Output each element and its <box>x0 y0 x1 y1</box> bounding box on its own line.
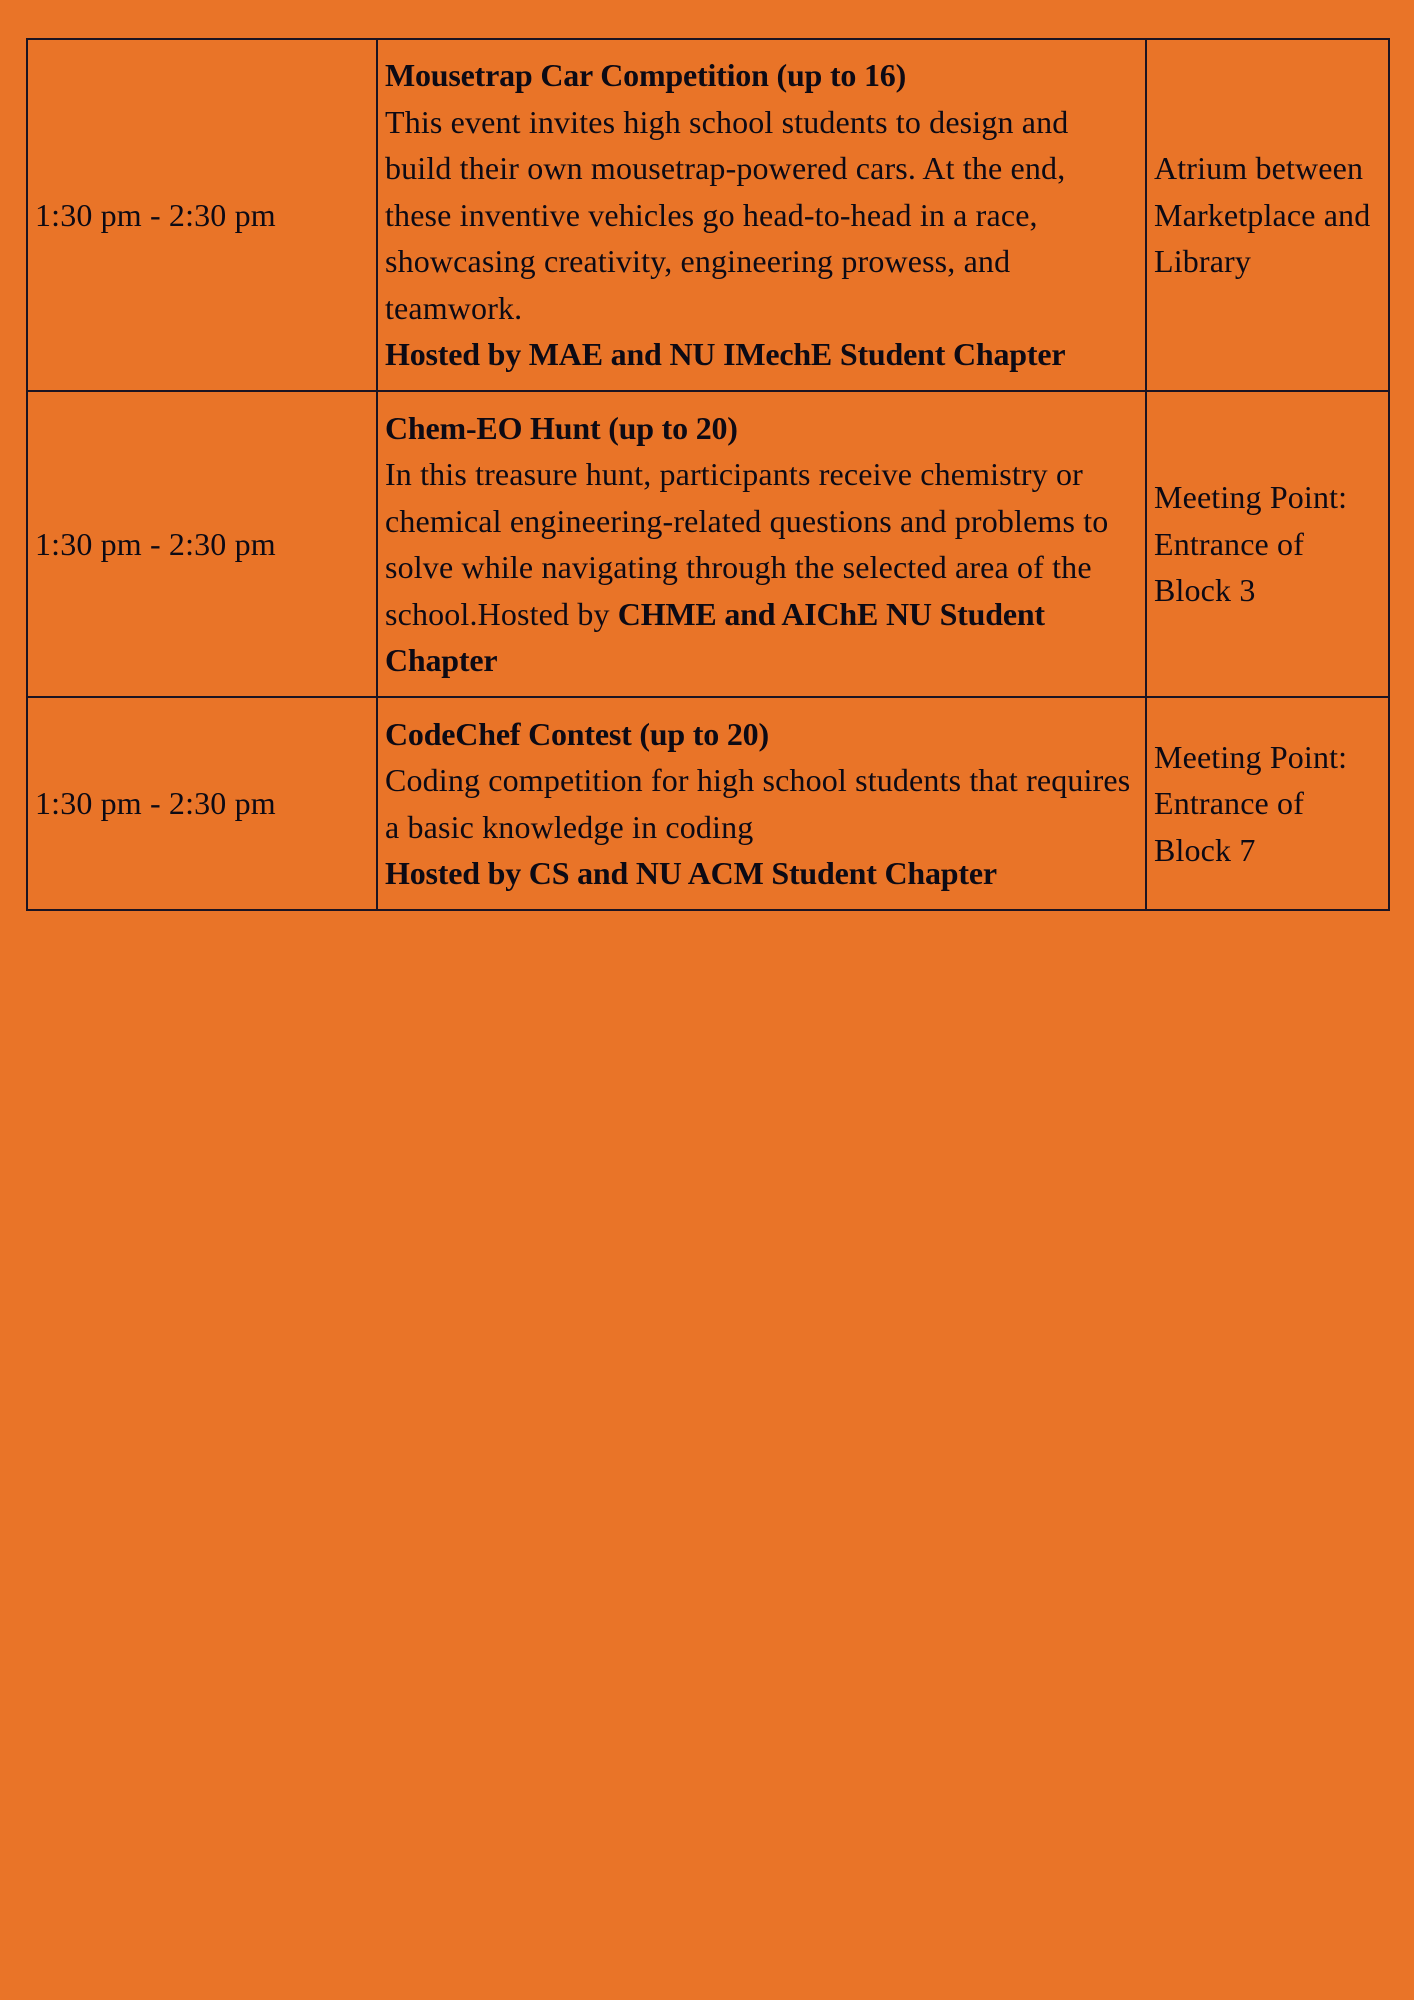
event-time: 1:30 pm - 2:30 pm <box>27 391 377 697</box>
event-time: 1:30 pm - 2:30 pm <box>27 697 377 910</box>
event-details <box>377 391 1146 697</box>
table-row <box>27 697 1389 910</box>
event-details <box>377 39 1146 391</box>
table-row <box>27 391 1389 697</box>
table-row <box>27 39 1389 391</box>
event-title: Mousetrap Car Competition (up to 16) <box>385 57 907 94</box>
event-host-prefix: Hosted by <box>477 595 610 632</box>
event-time: 1:30 pm - 2:30 pm <box>27 39 377 391</box>
event-title: Chem-EO Hunt (up to 20) <box>385 409 738 446</box>
event-description-with-host <box>385 451 1138 684</box>
event-description: Coding competition for high school students that requires a basic knowledge in coding <box>385 762 1131 845</box>
event-description: This event invites high school students to design and build their own mousetrap-powered cars. At the end, these inventive vehicles go head-to-head in a race, showcasing creativity, engineering prowess, and teamwork. <box>385 103 1069 326</box>
event-host: Hosted by CS and NU ACM Student Chapter <box>385 855 997 891</box>
event-location: Meeting Point: Entrance of Block 3 <box>1146 391 1389 697</box>
event-host: Hosted by MAE and NU IMechE Student Chapter <box>385 336 1066 373</box>
event-details <box>377 697 1146 910</box>
event-location: Atrium between Marketplace and Library <box>1146 39 1389 391</box>
event-host: CHME and AIChE NU Student Chapter <box>385 595 1045 678</box>
event-description: In this treasure hunt, participants receive chemistry or chemical engineering-related questions and problems to solve while navigating through the selected area of the school. <box>385 456 1109 632</box>
event-title: CodeChef Contest (up to 20) <box>385 715 769 752</box>
event-location: Meeting Point: Entrance of Block 7 <box>1146 697 1389 910</box>
event-schedule-table <box>26 38 1390 911</box>
